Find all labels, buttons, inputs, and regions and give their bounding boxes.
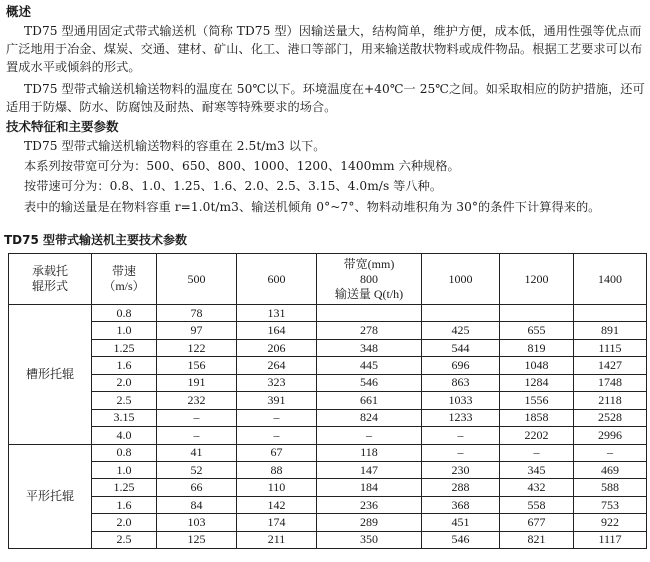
capacity-cell: 445: [317, 357, 422, 374]
capacity-cell: 1117: [574, 531, 647, 548]
capacity-cell: 174: [237, 514, 317, 531]
speed-cell: 1.6: [92, 496, 157, 513]
table-row: [9, 374, 647, 391]
table-row: [9, 531, 647, 548]
spec-table: [8, 253, 647, 549]
table-row: [9, 392, 647, 409]
capacity-cell: 821: [500, 531, 574, 548]
capacity-cell: 432: [500, 479, 574, 496]
speed-cell: 1.0: [92, 322, 157, 339]
capacity-cell: 131: [237, 305, 317, 322]
capacity-cell: 753: [574, 496, 647, 513]
capacity-cell: 891: [574, 322, 647, 339]
capacity-cell: 1284: [500, 374, 574, 391]
capacity-cell: 1115: [574, 339, 647, 356]
overview-line-3: 置成水平或倾斜的形式。: [6, 60, 141, 74]
capacity-cell: 350: [317, 531, 422, 548]
capacity-cell: –: [500, 444, 574, 461]
capacity-cell: 819: [500, 339, 574, 356]
capacity-cell: 84: [157, 496, 237, 513]
capacity-cell: 211: [237, 531, 317, 548]
capacity-cell: 66: [157, 479, 237, 496]
capacity-cell: 391: [237, 392, 317, 409]
header-support-type: 承载托 辊形式: [9, 254, 92, 305]
header-width-1200: 1200: [500, 254, 574, 305]
capacity-cell: 677: [500, 514, 574, 531]
table-row: [9, 444, 647, 461]
capacity-cell: 345: [500, 461, 574, 478]
overview-line-5: 适用于防爆、防水、防腐蚀及耐热、耐寒等特殊要求的场合。: [6, 100, 337, 114]
capacity-cell: 1427: [574, 357, 647, 374]
header-width-800: 带宽(mm) 800 输送量 Q(t/h): [317, 254, 422, 305]
capacity-cell: [500, 305, 574, 322]
capacity-cell: –: [317, 427, 422, 444]
capacity-cell: 544: [422, 339, 500, 356]
speed-cell: 2.5: [92, 392, 157, 409]
speed-cell: 0.8: [92, 305, 157, 322]
capacity-cell: 863: [422, 374, 500, 391]
capacity-cell: 97: [157, 322, 237, 339]
capacity-cell: 1233: [422, 409, 500, 426]
tech-line-1: TD75 型带式输送机输送物料的容重在 2.5t/m3 以下。: [24, 139, 326, 153]
capacity-cell: 289: [317, 514, 422, 531]
capacity-cell: [422, 305, 500, 322]
capacity-cell: [574, 305, 647, 322]
section-heading-overview: 概述: [6, 4, 32, 19]
table-row: [9, 479, 647, 496]
table-caption: TD75 型带式输送机主要技术参数: [4, 233, 188, 247]
capacity-cell: 425: [422, 322, 500, 339]
capacity-cell: 103: [157, 514, 237, 531]
capacity-cell: 236: [317, 496, 422, 513]
speed-cell: 2.0: [92, 374, 157, 391]
speed-cell: 0.8: [92, 444, 157, 461]
capacity-cell: 2528: [574, 409, 647, 426]
speed-cell: 1.0: [92, 461, 157, 478]
table-body: [9, 305, 647, 549]
capacity-cell: 288: [422, 479, 500, 496]
capacity-cell: 922: [574, 514, 647, 531]
speed-cell: 1.6: [92, 357, 157, 374]
capacity-cell: –: [237, 409, 317, 426]
header-width-1400: 1400: [574, 254, 647, 305]
capacity-cell: 52: [157, 461, 237, 478]
capacity-cell: 323: [237, 374, 317, 391]
capacity-cell: –: [237, 427, 317, 444]
capacity-cell: 184: [317, 479, 422, 496]
capacity-cell: 348: [317, 339, 422, 356]
tech-line-3: 按带速可分为：0.8、1.0、1.25、1.6、2.0、2.5、3.15、4.0m/s 等八种。: [24, 179, 443, 193]
capacity-cell: 206: [237, 339, 317, 356]
table-row: [9, 322, 647, 339]
speed-cell: 2.0: [92, 514, 157, 531]
capacity-cell: 1048: [500, 357, 574, 374]
capacity-cell: –: [574, 444, 647, 461]
table-row: [9, 305, 647, 322]
table-row: [9, 461, 647, 478]
capacity-cell: 67: [237, 444, 317, 461]
capacity-cell: 41: [157, 444, 237, 461]
section-heading-tech: 技术特征和主要参数: [6, 119, 119, 134]
capacity-cell: –: [157, 409, 237, 426]
capacity-cell: –: [422, 427, 500, 444]
speed-cell: 1.25: [92, 479, 157, 496]
capacity-cell: [317, 305, 422, 322]
capacity-cell: 230: [422, 461, 500, 478]
capacity-cell: 142: [237, 496, 317, 513]
capacity-cell: 469: [574, 461, 647, 478]
table-row: [9, 496, 647, 513]
capacity-cell: 78: [157, 305, 237, 322]
capacity-cell: 125: [157, 531, 237, 548]
capacity-cell: 191: [157, 374, 237, 391]
capacity-cell: 588: [574, 479, 647, 496]
capacity-cell: 122: [157, 339, 237, 356]
support-type-cell: 槽形托辊: [9, 305, 92, 445]
tech-line-4: 表中的输送量是在物料容重 r=1.0t/m3、输送机倾角 0°~7°、物料动堆积角为 30°的条件下计算得来的。: [24, 200, 601, 214]
capacity-cell: 232: [157, 392, 237, 409]
capacity-cell: 546: [317, 374, 422, 391]
capacity-cell: 118: [317, 444, 422, 461]
capacity-cell: –: [157, 427, 237, 444]
overview-line-1: TD75 型通用固定式带式输送机（简称 TD75 型）因输送量大，结构简单，维护方便，成本低，通用性强等优点而: [24, 24, 642, 38]
speed-cell: 4.0: [92, 427, 157, 444]
tech-line-2: 本系列按带宽可分为：500、650、800、1000、1200、1400mm 六种规格。: [24, 159, 460, 173]
capacity-cell: 451: [422, 514, 500, 531]
table-row: [9, 514, 647, 531]
speed-cell: 1.25: [92, 339, 157, 356]
capacity-cell: 147: [317, 461, 422, 478]
capacity-cell: 546: [422, 531, 500, 548]
table-row: [9, 409, 647, 426]
header-width-500: 500: [157, 254, 237, 305]
overview-line-4: TD75 型带式输送机输送物料的温度在 50℃以下。环境温度在+40℃一 25℃之间。如采取相应的防护措施，还可: [24, 82, 645, 96]
capacity-cell: 2202: [500, 427, 574, 444]
capacity-cell: 368: [422, 496, 500, 513]
table-row: [9, 427, 647, 444]
capacity-cell: 278: [317, 322, 422, 339]
header-width-1000: 1000: [422, 254, 500, 305]
capacity-cell: 655: [500, 322, 574, 339]
capacity-cell: 110: [237, 479, 317, 496]
capacity-cell: 1858: [500, 409, 574, 426]
table-row: [9, 339, 647, 356]
table-row: [9, 357, 647, 374]
capacity-cell: 264: [237, 357, 317, 374]
capacity-cell: 824: [317, 409, 422, 426]
capacity-cell: 156: [157, 357, 237, 374]
capacity-cell: 1748: [574, 374, 647, 391]
capacity-cell: 1556: [500, 392, 574, 409]
speed-cell: 2.5: [92, 531, 157, 548]
header-width-600: 600: [237, 254, 317, 305]
table-header-row: [9, 254, 647, 305]
header-belt-speed: 带速 （m/s）: [92, 254, 157, 305]
capacity-cell: 2996: [574, 427, 647, 444]
speed-cell: 3.15: [92, 409, 157, 426]
capacity-cell: 88: [237, 461, 317, 478]
capacity-cell: 696: [422, 357, 500, 374]
capacity-cell: –: [422, 444, 500, 461]
capacity-cell: 2118: [574, 392, 647, 409]
capacity-cell: 661: [317, 392, 422, 409]
support-type-cell: 平形托辊: [9, 444, 92, 549]
overview-line-2: 广泛地用于冶金、煤炭、交通、建材、矿山、化工、港口等部门，用来输送散状物料或成件物品。根据工艺要求可以布: [6, 42, 643, 56]
capacity-cell: 1033: [422, 392, 500, 409]
capacity-cell: 558: [500, 496, 574, 513]
capacity-cell: 164: [237, 322, 317, 339]
